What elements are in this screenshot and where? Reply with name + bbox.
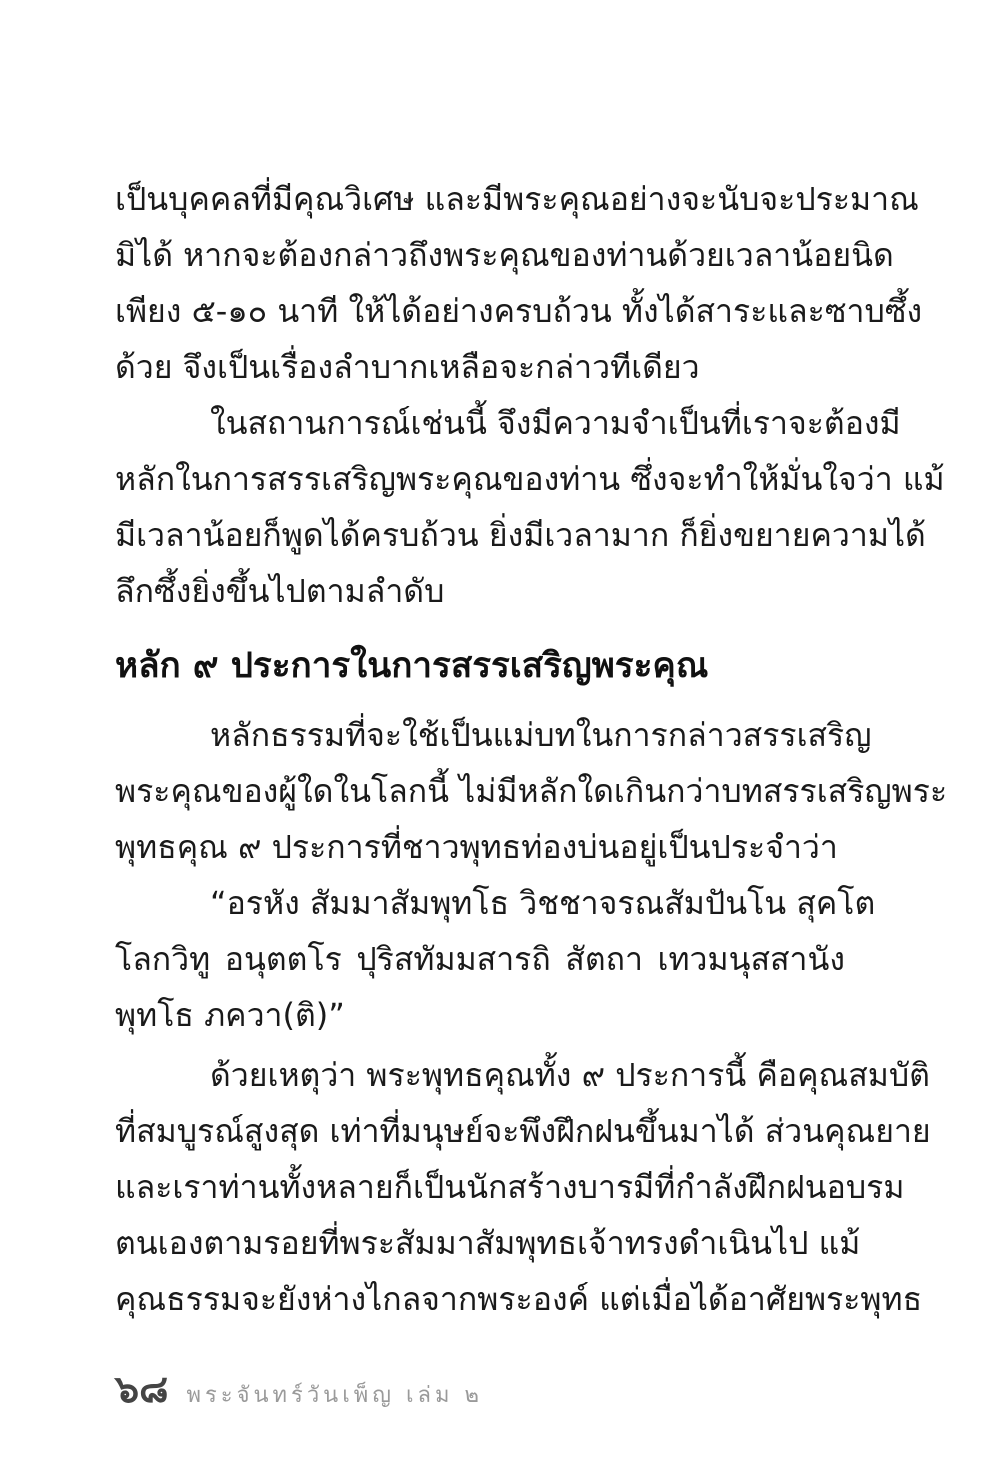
paragraph-2-line-1: ในสถานการณ์เช่นนี้ จึงมีความจำเป็นที่เราจะต้องมี	[210, 404, 901, 442]
paragraph-5-line-4: ตนเองตามรอยที่พระสัมมาสัมพุทธเจ้าทรงดำเนินไป แม้	[115, 1224, 861, 1262]
chant-line-1: “อรหัง สัมมาสัมพุทโธ วิชชาจรณสัมปันโน สุคโต	[210, 884, 876, 922]
paragraph-3-line-3: พุทธคุณ ๙ ประการที่ชาวพุทธท่องบ่นอยู่เป็นประจำว่า	[115, 828, 838, 866]
paragraph-5-line-5: คุณธรรมจะยังห่างไกลจากพระองค์ แต่เมื่อได้อาศัยพระพุทธ	[115, 1280, 923, 1318]
book-title: พระจันทร์วันเพ็ญ เล่ม ๒	[186, 1383, 483, 1408]
paragraph-2-line-3: มีเวลาน้อยก็พูดได้ครบถ้วน ยิ่งมีเวลามาก ก็ยิ่งขยายความได้	[115, 516, 926, 554]
chant-line-3: พุทโธ ภควา(ติ)”	[115, 996, 345, 1034]
paragraph-5-line-1: ด้วยเหตุว่า พระพุทธคุณทั้ง ๙ ประการนี้ คือคุณสมบัติ	[210, 1056, 930, 1094]
paragraph-3-line-1: หลักธรรมที่จะใช้เป็นแม่บทในการกล่าวสรรเสริญ	[210, 716, 872, 754]
paragraph-2-line-2: หลักในการสรรเสริญพระคุณของท่าน ซึ่งจะทำให้มั่นใจว่า แม้	[115, 460, 945, 498]
paragraph-2-line-4: ลึกซึ้งยิ่งขึ้นไปตามลำดับ	[115, 572, 445, 610]
page-footer	[115, 1358, 483, 1411]
paragraph-5-line-3: และเราท่านทั้งหลายก็เป็นนักสร้างบารมีที่กำลังฝึกฝนอบรม	[115, 1168, 905, 1206]
paragraph-1-line-1: เป็นบุคคลที่มีคุณวิเศษ และมีพระคุณอย่างจะนับจะประมาณ	[115, 180, 919, 218]
paragraph-1-line-2: มิได้ หากจะต้องกล่าวถึงพระคุณของท่านด้วยเวลาน้อยนิด	[115, 236, 894, 274]
page-number: ๖๘	[115, 1366, 169, 1411]
paragraph-1-line-4: ด้วย จึงเป็นเรื่องลำบากเหลือจะกล่าวทีเดียว	[115, 348, 700, 386]
paragraph-3-line-2: พระคุณของผู้ใดในโลกนี้ ไม่มีหลักใดเกินกว่าบทสรรเสริญพระ	[115, 772, 948, 810]
chant-line-2: โลกวิทู อนุตตโร ปุริสทัมมสารถิ สัตถา เทวมนุสสานัง	[115, 940, 845, 978]
paragraph-5-line-2: ที่สมบูรณ์สูงสุด เท่าที่มนุษย์จะพึงฝึกฝนขึ้นมาได้ ส่วนคุณยาย	[115, 1112, 931, 1150]
paragraph-1-line-3: เพียง ๕-๑๐ นาที ให้ได้อย่างครบถ้วน ทั้งได้สาระและซาบซึ้ง	[115, 292, 923, 330]
section-heading: หลัก ๙ ประการในการสรรเสริญพระคุณ	[115, 646, 709, 686]
